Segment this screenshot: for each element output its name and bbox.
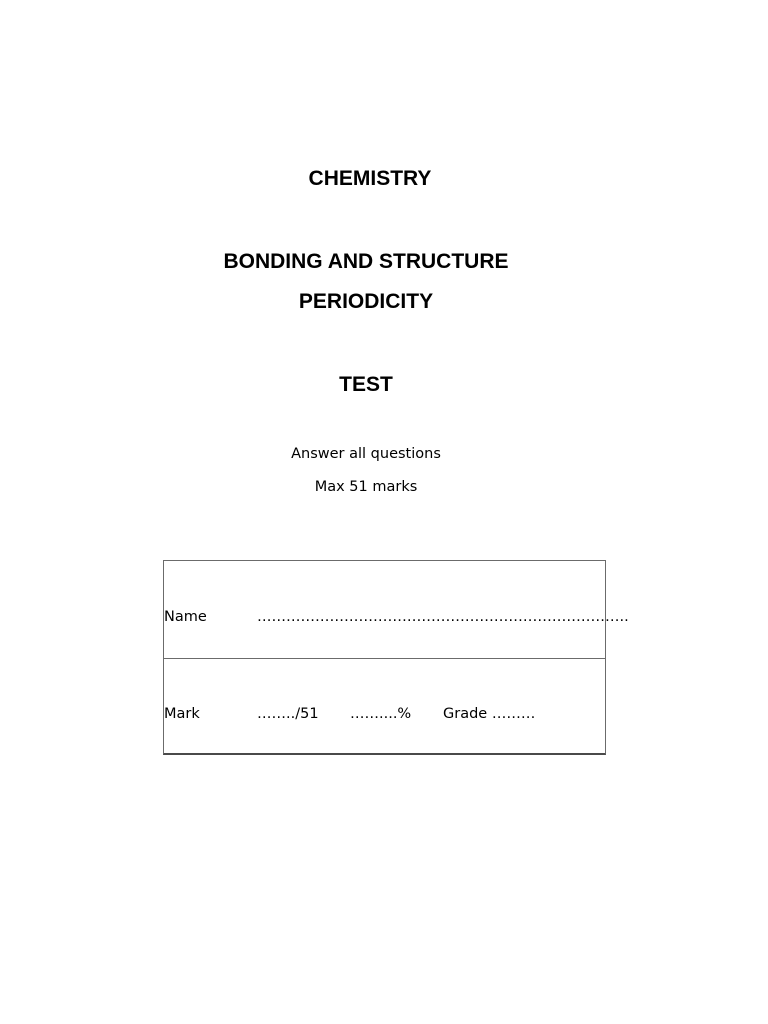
name-blank-field: ………………………………………………………………….. [257,609,629,625]
mark-percent-blank: ……....% [350,706,412,722]
mark-label: Mark [164,706,200,722]
student-details-box [163,560,629,755]
topic-title-line-2: PERIODICITY [298,290,434,313]
max-marks-text: Max 51 marks [314,479,418,495]
paper-type-title: TEST [339,373,393,396]
grade-blank: Grade ……… [443,706,536,722]
subject-title: CHEMISTRY [308,167,432,190]
name-label: Name [164,609,207,625]
topic-title-line-1: BONDING AND STRUCTURE [223,250,509,273]
instructions-text: Answer all questions [291,446,441,462]
mark-score-blank: ……../51 [257,706,319,722]
row-divider [164,658,605,659]
